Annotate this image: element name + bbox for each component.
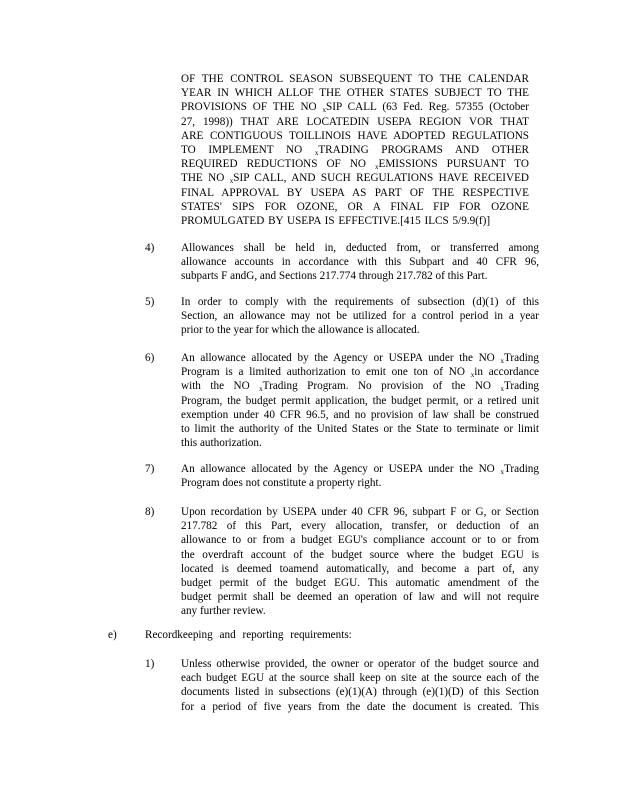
text-line: any further review. [181, 605, 266, 618]
text-line: 217.782 of this Part, every allocation, transfer, or deduction of an [181, 520, 539, 533]
text-line: In order to comply with the requirements of subsection (d)(1) of this [181, 296, 539, 308]
item-number: 8) [145, 506, 155, 518]
text-line: the overdraft account of the budget source where the budget EGU is [181, 548, 539, 561]
text-line: budget permit of the budget EGU. This automatic amendment of the [181, 576, 539, 589]
text-line: allowance to or from a budget EGU's compliance account or to or from [181, 534, 539, 547]
text-line: Program does not constitute a property right. [181, 477, 382, 490]
text-line: An allowance allocated by the Agency or USEPA under the NO $_x$Trading [181, 352, 539, 365]
item-text [181, 295, 539, 338]
text-line: ARE CONTIGUOUS TOILLINOIS HAVE ADOPTED REGULATIONS [181, 129, 529, 142]
text-line: documents listed in subsections (e)(1)(A) through (e)(1)(D) of this Section [181, 686, 539, 699]
item-number: 7) [145, 463, 155, 475]
text-line: FINAL APPROVAL BY USEPA AS PART OF THE RESPECTIVE [181, 186, 529, 199]
text-line: exemption under 40 CFR 96.5, and no provision of law shall be construed [181, 408, 539, 421]
text-line: REQUIRED REDUCTIONS OF NO $_x$EMISSIONS PURSUANT TO [181, 158, 530, 172]
text-line: PROMULGATED BY USEPA IS EFFECTIVE.[415 ILCS 5/9.9(f)] [181, 214, 491, 227]
text-line: Unless otherwise provided, the owner or operator of the budget source and [181, 658, 539, 670]
item-text [181, 657, 539, 714]
text-line: An allowance allocated by the Agency or USEPA under the NO $_x$Trading [181, 463, 539, 476]
text-line: Program, the budget permit application, the budget permit, or a retired unit [181, 394, 539, 407]
item-number: 5) [145, 296, 155, 308]
item-number: 1) [145, 658, 155, 670]
text-line: to limit the authority of the United States or the State to terminate or limit [181, 422, 539, 435]
item-text [181, 462, 539, 490]
item-number: 6) [145, 352, 155, 364]
text-line: Program is a limited authorization to emit one ton of NO $_x$in accordance [181, 366, 539, 380]
section-title: Recordkeeping and reporting requirements: [145, 629, 352, 641]
item-text [181, 241, 539, 284]
text-line: THE NO $_x$SIP CALL, AND SUCH REGULATIONS HAVE RECEIVED [181, 172, 529, 186]
text-line: each budget EGU at the source shall keep on site at the source each of the [181, 672, 539, 685]
text-line: Section, an allowance may not be utilized for a control period in a year [181, 310, 539, 323]
text-line: budget permit shall be deemed an operation of law and will not require [181, 591, 539, 604]
item-text [181, 505, 539, 619]
text-line: YEAR IN WHICH ALLOF THE OTHER STATES SUBJECT TO THE [181, 87, 529, 100]
text-line: TO IMPLEMENT NO $_x$TRADING PROGRAMS AND OTHER [181, 143, 529, 157]
text-line: 27, 1998)) THAT ARE LOCATEDIN USEPA REGION VOR THAT [181, 115, 529, 128]
text-line: for a period of five years from the date the document is created. This [181, 700, 539, 713]
text-line: subparts F andG, and Sections 217.774 through 217.782 of this Part. [181, 270, 488, 283]
text-line: STATES' SIPS FOR OZONE, OR A FINAL FIP FOR OZONE [181, 200, 529, 213]
text-line: allowance accounts in accordance with this Subpart and 40 CFR 96, [181, 256, 539, 269]
text-line: this authorization. [181, 437, 262, 450]
continuation-paragraph [181, 72, 529, 228]
text-line: Upon recordation by USEPA under 40 CFR 96, subpart F or G, or Section [181, 506, 539, 518]
text-line: PROVISIONS OF THE NO $_x$SIP CALL (63 Fed. Reg. 57355 (October [181, 101, 529, 115]
item-number: 4) [145, 242, 155, 254]
text-line: located is deemed toamend automatically, and become a part of, any [181, 562, 539, 575]
text-line: with the NO $_x$Trading Program. No provision of the NO $_x$Trading [181, 380, 540, 394]
text-line: OF THE CONTROL SEASON SUBSEQUENT TO THE CALENDAR [181, 73, 529, 85]
text-line: Allowances shall be held in, deducted from, or transferred among [181, 242, 539, 254]
section-letter: e) [108, 629, 117, 641]
item-text [181, 351, 539, 450]
text-line: prior to the year for which the allowance is allocated. [181, 324, 420, 337]
